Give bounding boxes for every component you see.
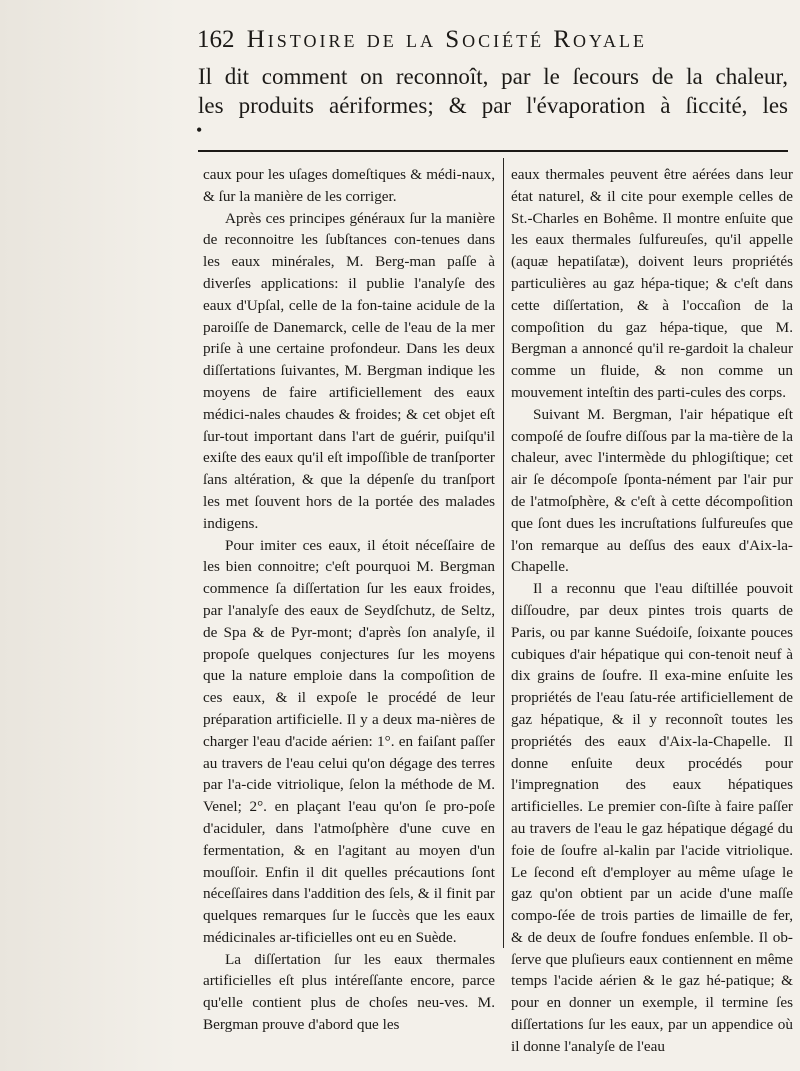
intro-line-2: les produits aériformes; & par l'évaporation à ſiccité, les <box>198 93 788 118</box>
right-paragraph-3: Il a reconnu que l'eau diſtillée pouvoit diſſoudre, par deux pintes trois quarts de Paris, ou par kanne Suédoiſe, ſoixante pouces cubiques d'air hépatique qui con-tenoit neuf à dix grains de ſoufre. Il exa-mine enſuite les propriétés de l'eau ſatu-rée artificiellement de gaz hépatique, & il y reconnoît toutes les propriétés des eaux d'Aix-la-Chapelle. Il donne enſuite deux procédés pour l'impregnation des eaux hépatiques artificielles. Le premier con-ſiſte à faire paſſer au travers de l'eau le gaz hépatique dégagé du foie de ſoufre al-kalin par l'acide vitriolique. Le ſecond eſt d'employer au même uſage le gaz qu'on obtient par un acide d'une maſſe compo-ſée de trois parties de limaille de fer, & de deux de ſoufre fondues enſemble. Il ob-ſerve que pluſieurs eaux contiennent en même temps l'acide aérien & le gaz hé-patique; & pour en donner un exemple, il termine ſes diſſertations ſur les eaux, par un appendice où il donne l'analyſe de l'eau <box>511 580 793 1055</box>
left-paragraph-1: caux pour les uſages domeſtiques & médi-naux, & ſur la manière de les corriger. <box>203 166 495 205</box>
left-paragraph-3: Pour imiter ces eaux, il étoit néceſſaire de les bien connoitre; c'eſt pourquoi M. Bergman commence ſa diſſertation ſur les eaux froides, par l'analyſe des eaux de Seydſchutz, de Seltz, de Spa & de Pyr-mont; d'après ſon analyſe, il propoſe quelques conjectures ſur les moyens que la nature emploie dans la compoſition de ces eaux, & il expoſe le procédé de leur préparation artificielle. Il y a deux ma-nières de charger l'eau d'acide aérien: 1°. en faiſant paſſer au travers de l'eau celui qu'on dégage des terres par l'a-cide vitriolique, ſelon la méthode de M. Venel; 2°. en plaçant l'eau qu'on ſe pro-poſe d'aciduler, dans l'atmoſphère d'une cuve en fermentation, & en l'agitant au moyen d'un mouſſoir. Enfin il dit quelles précautions ſont néceſſaires dans l'addition des ſels, & il finit par quelques remarques ſur le ſuccès que les eaux médicinales ar-tificielles ont eu en Suède. <box>203 536 495 946</box>
page-margin-shadow <box>0 0 180 1071</box>
right-paragraph-1: eaux thermales peuvent être aérées dans leur état naturel, & il cite pour exemple celles de St.-Charles en Bohême. Il montre enſuite que les eaux thermales ſulfureuſes, qu'il appelle (aquæ hepatiſatæ), doivent leurs propriétés particulières au gaz hépa-tique; & c'eſt dans cette diſſertation, & à l'occaſion de la compoſition du gaz hépa-tique, que M. Bergman a annoncé qu'il re-gardoit la chaleur comme un fluide, & non comme un mouvement inteſtin des parti-cules des corps. <box>511 166 793 401</box>
left-column <box>203 164 495 1036</box>
page-number: 162 <box>197 26 235 53</box>
intro-text <box>198 62 788 120</box>
intro-line-1: Il dit comment on reconnoît, par le ſecours de la chaleur, <box>198 64 788 89</box>
left-paragraph-4: La diſſertation ſur les eaux thermales artificielles eſt plus intéreſſante encore, parce qu'elle contient plus de choſes neu-ves. M. Bergman prouve d'abord que les <box>203 950 495 1034</box>
column-divider <box>503 158 504 948</box>
header-rule <box>198 150 788 152</box>
bullet-mark: • <box>196 120 203 140</box>
running-title: Histoire de la Société Royale <box>246 26 648 53</box>
right-paragraph-2: Suivant M. Bergman, l'air hépatique eſt compoſé de ſoufre diſſous par la ma-tière de la chaleur, avec l'intermède du phlogiſtique; cet air ſe décompoſe ſponta-nément par l'air pur de l'atmoſphère, & c'eſt à cette décompoſition que ſont dues les incruſtations ſulfureuſes que l'on remarque au deſſus des eaux d'Aix-la-Chapelle. <box>511 405 793 576</box>
left-paragraph-2: Après ces principes généraux ſur la manière de reconnoitre les ſubſtances con-tenues dans les eaux minérales, M. Berg-man paſſe à diverſes applications: il publie l'analyſe des eaux d'Upſal, celle de la fon-taine acidule de la paroiſſe de Danemarck, celle de l'eau de la mer priſe à une certaine profondeur. Dans les deux diſſertations ſuivantes, M. Bergman indique les moyens de faire artificiellement des eaux médici-nales chaudes & froides; & cet objet eſt ſur-tout important dans l'art de guérir, puiſqu'il exiſte des eaux qu'il eſt impoſſible de tranſporter ſans altération, & que la dépenſe du tranſport les met ſouvent hors de la portée des malades indigens. <box>203 209 495 532</box>
right-column <box>511 164 793 1058</box>
running-header <box>197 26 787 54</box>
